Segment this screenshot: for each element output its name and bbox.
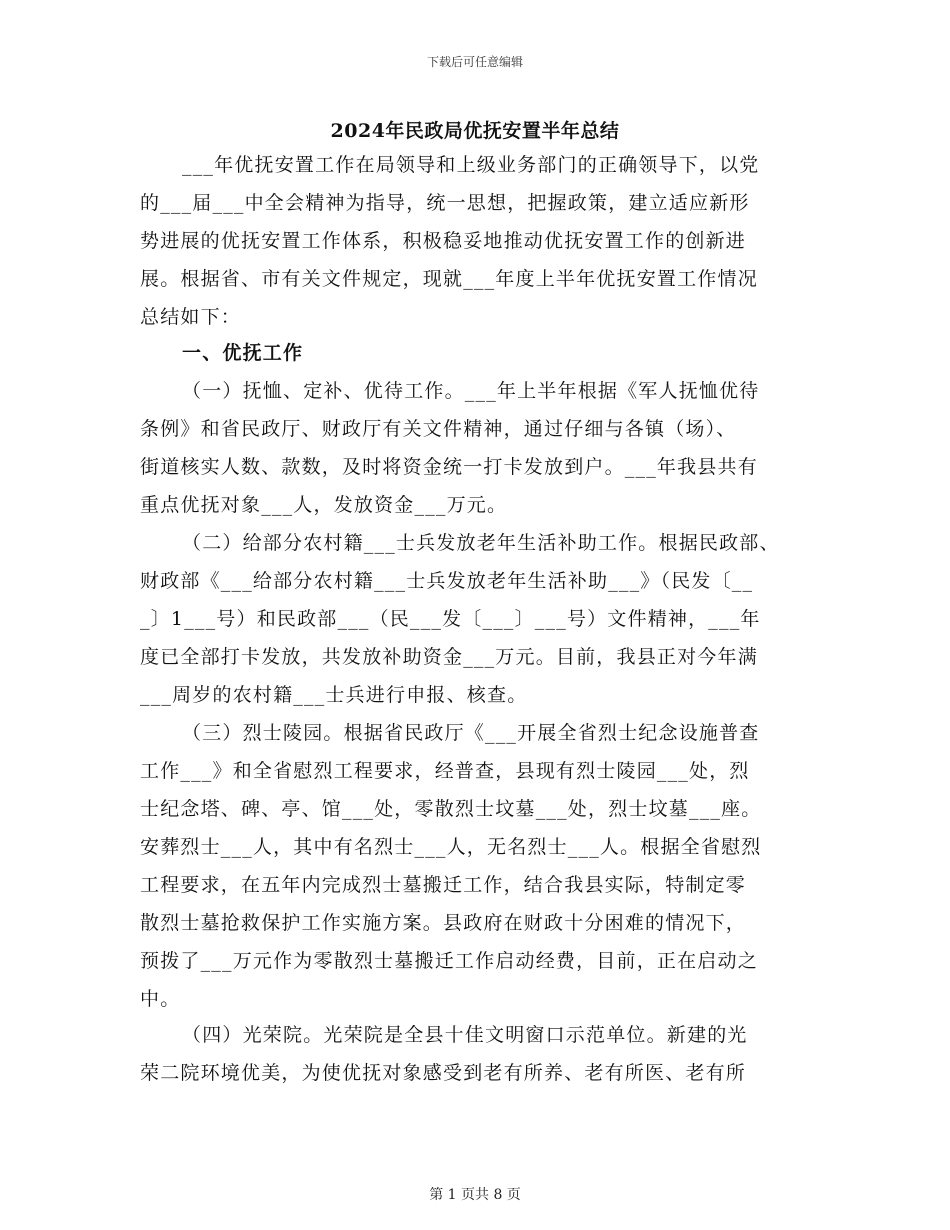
section-heading: 一、优抚工作 — [182, 342, 304, 364]
paragraph-line: 展。根据省、市有关文件规定，现就___年度上半年优抚安置工作情况 — [140, 268, 758, 290]
paragraph-line: 安葬烈士___人，其中有名烈士___人，无名烈士___人。根据全省慰烈 — [140, 836, 762, 858]
paragraph-line: （三）烈士陵园。根据省民政厅《___开展全省烈士纪念设施普查 — [182, 722, 760, 744]
paragraph-line: 重点优抚对象___人，发放资金___万元。 — [140, 494, 508, 516]
paragraph-line: 中。 — [140, 988, 181, 1010]
page-header-note: 下载后可任意编辑 — [426, 55, 523, 69]
paragraph-line: ___周岁的农村籍___士兵进行申报、核查。 — [140, 684, 528, 706]
paragraph-line: ___年优抚安置工作在局领导和上级业务部门的正确领导下，以党 — [182, 154, 760, 176]
page-footer-page-info: 第 1 页共 8 页 — [429, 1187, 521, 1203]
paragraph-line: 财政部《___给部分农村籍___士兵发放老年生活补助___》（民发〔__ — [140, 570, 754, 592]
paragraph-line: 工程要求，在五年内完成烈士墓搬迁工作，结合我县实际，特制定零 — [140, 874, 747, 896]
paragraph-line: （二）给部分农村籍___士兵发放老年生活补助工作。根据民政部、 — [182, 532, 780, 554]
paragraph-line: 势进展的优抚安置工作体系，积极稳妥地推动优抚安置工作的创新进 — [140, 230, 747, 252]
paragraph-line: （四）光荣院。光荣院是全县十佳文明窗口示范单位。新建的光 — [182, 1024, 748, 1046]
paragraph-line: 总结如下： — [140, 306, 242, 328]
paragraph-line: 工作___》和全省慰烈工程要求，经普查，县现有烈士陵园___处，烈 — [140, 760, 750, 782]
document-title: 2024年民政局优抚安置半年总结 — [330, 120, 620, 142]
paragraph-line: 条例》和省民政厅、财政厅有关文件精神，通过仔细与各镇（场）、 — [140, 418, 737, 440]
paragraph-line: （一）抚恤、定补、优待工作。___年上半年根据《军人抚恤优待 — [182, 380, 760, 402]
paragraph-line: _〕1___号）和民政部___（民___发〔___〕___号）文件精神，___年 — [140, 608, 761, 630]
paragraph-line: 街道核实人数、款数，及时将资金统一打卡发放到户。___年我县共有 — [140, 456, 758, 478]
paragraph-line: 荣二院环境优美，为使优抚对象感受到老有所养、老有所医、老有所 — [140, 1062, 747, 1084]
paragraph-line: 的___届___中全会精神为指导，统一思想，把握政策，建立适应新形 — [140, 192, 750, 214]
paragraph-line: 度已全部打卡发放，共发放补助资金___万元。目前，我县正对今年满 — [140, 646, 758, 668]
paragraph-line: 士纪念塔、碑、亭、馆___处，零散烈士坟墓___处，烈士坟墓___座。 — [140, 798, 762, 820]
paragraph-line: 散烈士墓抢救保护工作实施方案。县政府在财政十分困难的情况下， — [140, 912, 747, 934]
paragraph-line: 预拨了___万元作为零散烈士墓搬迁工作启动经费，目前，正在启动之 — [140, 950, 758, 972]
